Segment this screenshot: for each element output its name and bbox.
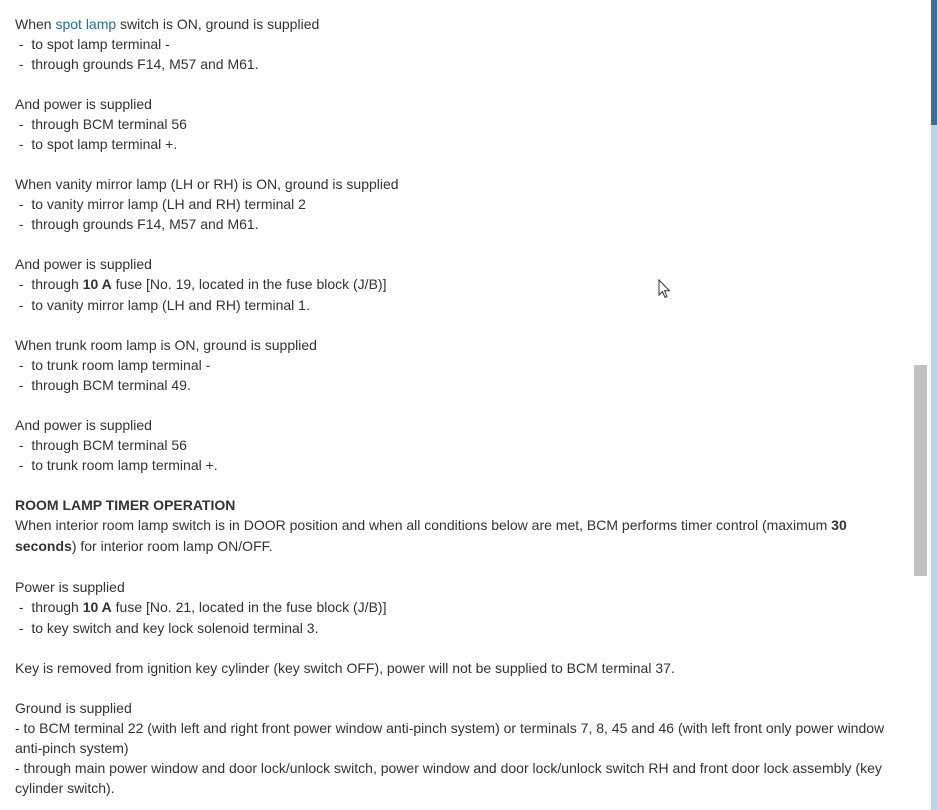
scrollbar-thumb[interactable] [914,365,927,576]
list-item: - through BCM terminal 49. [15,377,191,393]
paragraph-trunk-ground [15,335,895,395]
text-segment: When interior room lamp switch is in DOOR position and when all conditions below are met, BCM performs timer control (maximum [15,517,832,533]
list-item: - to trunk room lamp terminal +. [15,457,218,473]
document-content [15,14,895,798]
paragraph-lead: Key is removed from ignition key cylinder (key switch OFF), power will not be supplied to BCM terminal 37. [15,660,675,676]
paragraph-vanity-ground [15,174,895,234]
paragraph-key-switch-power [15,577,895,638]
text-segment: When [15,16,56,32]
paragraph-lead: And power is supplied [15,256,152,272]
list-item [15,274,895,294]
list-item: - through main power window and door lock/unlock switch, power window and door lock/unlock switch RH and front door lock assembly (key cylinder switch). [15,760,882,796]
text-segment: fuse [No. 19, located in the fuse block (J/B)] [111,276,387,292]
paragraph-spot-lamp-power [15,94,895,154]
spot-lamp-link[interactable]: spot lamp [55,16,117,32]
list-item: - to vanity mirror lamp (LH and RH) terminal 2 [15,196,306,212]
paragraph-lead: Ground is supplied [15,700,132,716]
text-segment: - through [15,599,83,615]
list-item [15,597,895,617]
section-text [15,515,895,557]
list-item: - to BCM terminal 22 (with left and right front power window anti-pinch system) or terminals 7, 8, 45 and 46 (with left front only power window anti-pinch system) [15,720,885,756]
fuse-rating: 10 A [82,599,112,615]
list-item: - to key switch and key lock solenoid terminal 3. [15,620,319,636]
list-item: - to spot lamp terminal +. [15,136,178,152]
paragraph-lead: Power is supplied [15,579,125,595]
paragraph-ground-supplied [15,698,895,798]
paragraph-lead: When vanity mirror lamp (LH or RH) is ON, ground is supplied [15,176,399,192]
list-item: - to trunk room lamp terminal - [15,357,211,373]
list-item: - to vanity mirror lamp (LH and RH) terminal 1. [15,297,310,313]
section-room-lamp-timer [15,495,895,557]
text-segment: fuse [No. 21, located in the fuse block (J/B)] [111,599,387,615]
paragraph-trunk-power [15,415,895,475]
panel-edge-accent-light [931,125,937,810]
panel-edge-accent [931,0,937,125]
fuse-rating: 10 A [82,276,112,292]
paragraph-lead: And power is supplied [15,417,152,433]
paragraph-lead: And power is supplied [15,96,152,112]
text-segment: ) for interior room lamp ON/OFF. [71,538,273,554]
timer-duration: 30 seconds [15,517,847,554]
paragraph-key-removed [15,658,895,678]
list-item: - through grounds F14, M57 and M61. [15,216,259,232]
list-item: - to spot lamp terminal - [15,36,170,52]
list-item: - through BCM terminal 56 [15,437,187,453]
paragraph-lead: When trunk room lamp is ON, ground is supplied [15,337,317,353]
list-item: - through grounds F14, M57 and M61. [15,56,259,72]
paragraph-vanity-power [15,254,895,315]
section-heading: ROOM LAMP TIMER OPERATION [15,497,236,513]
list-item: - through BCM terminal 56 [15,116,187,132]
paragraph-spot-lamp-ground [15,14,895,74]
text-segment: switch is ON, ground is supplied [116,16,320,32]
text-segment: - through [15,276,83,292]
